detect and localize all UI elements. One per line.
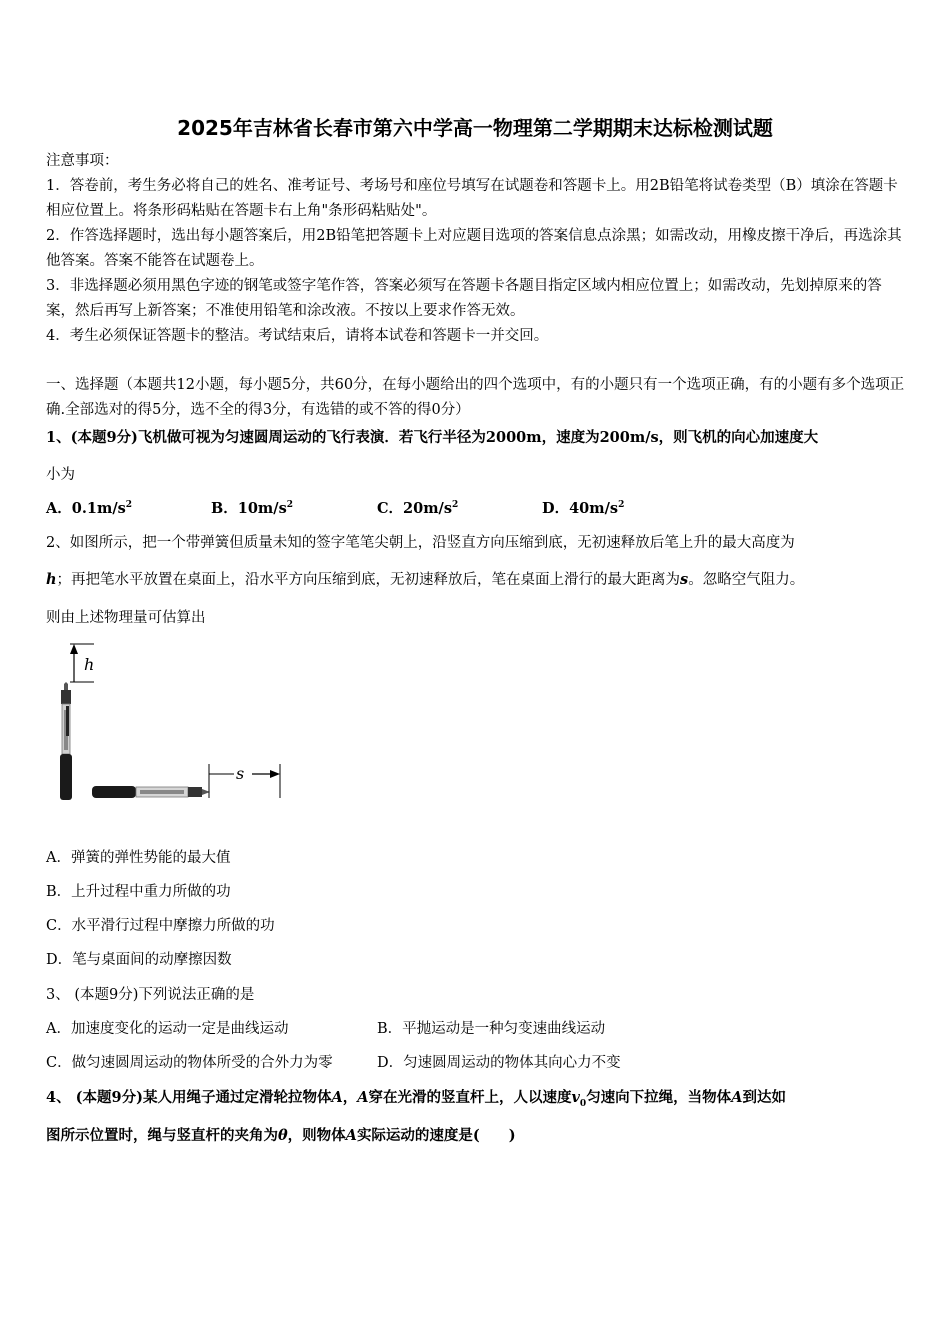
q4-p3: 穿在光滑的竖直杆上，人以速度 (368, 1089, 572, 1106)
q4-stem-line2 (46, 1124, 516, 1145)
q1-option-c-text: C．20m/s (377, 500, 453, 517)
q3-option-a[interactable]: A．加速度变化的运动一定是曲线运动 (46, 1021, 289, 1037)
s-label: s (236, 764, 245, 783)
q2-option-b[interactable]: B．上升过程中重力所做的功 (46, 884, 231, 900)
h-arrow-head (70, 644, 78, 654)
var-theta: θ (278, 1127, 288, 1144)
h-label: h (84, 655, 95, 674)
q2-stem-line3: 则由上述物理量可估算出 (46, 610, 206, 626)
var-s: s (680, 571, 689, 588)
var-a: A (731, 1089, 743, 1106)
q4-p1: 4、 (本题9分)某人用绳子通过定滑轮拉物体 (46, 1089, 332, 1106)
notice-item-1: 1．答卷前，考生务必将自己的姓名、准考证号、考场号和座位号填写在试题卷和答题卡上。用2B铅笔将试卷类型（B）填涂在答题卡相应位置上。将条形码粘贴在答题卡右上角"条形码粘贴处"。 (46, 178, 898, 219)
q2-line2-text: ；再把笔水平放置在桌面上，沿水平方向压缩到底，无初速释放后，笔在桌面上滑行的最大距离为 (56, 572, 681, 588)
q4-p2: ， (342, 1089, 358, 1106)
notice-item-3: 3．非选择题必须用黑色字迹的钢笔或签字笔作答，答案必须写在答题卡各题目指定区域内相应位置上；如需改动，先划掉原来的答案，然后再写上新答案；不准使用铅笔和涂改液。不按以上要求作答无效。 (46, 278, 882, 319)
pen-figure (48, 640, 288, 810)
q4-l2b: ，则物体 (287, 1127, 346, 1144)
q2-option-a[interactable]: A．弹簧的弹性势能的最大值 (46, 850, 231, 866)
q1-stem-line2: 小为 (46, 467, 75, 483)
notice-section (46, 149, 908, 349)
q1-option-a[interactable] (46, 497, 132, 518)
notice-heading: 注意事项： (46, 153, 119, 169)
q4-l2c: 实际运动的速度是( ) (356, 1127, 516, 1144)
section-heading: 一、选择题（本题共12小题，每小题5分，共60分，在每小题给出的四个选项中，有的小题只有一个选项正确，有的小题有多个选项正确.全部选对的得5分，选不全的得3分，有选错的或不答的得0分） (46, 377, 905, 418)
var-v: v (571, 1089, 580, 1106)
var-a: A (345, 1127, 357, 1144)
s-arrow-head (270, 770, 280, 778)
var-a: A (357, 1089, 369, 1106)
q3-option-d[interactable]: D．匀速圆周运动的物体其向心力不变 (377, 1055, 621, 1071)
q1-option-b-exp: 2 (286, 500, 294, 511)
var-v-sub: 0 (579, 1098, 587, 1109)
q1-option-d-text: D．40m/s (542, 500, 619, 517)
q3-option-c[interactable]: C．做匀速圆周运动的物体所受的合外力为零 (46, 1055, 333, 1071)
q4-l2a: 图所示位置时，绳与竖直杆的夹角为 (46, 1127, 278, 1144)
q4-p5: 到达如 (742, 1089, 786, 1106)
q1-option-a-exp: 2 (125, 500, 133, 511)
q4-stem-line1 (46, 1086, 786, 1109)
page-title: 2025年吉林省长春市第六中学高一物理第二学期期末达标检测试题 (177, 116, 773, 140)
q2-line2-end: 。忽略空气阻力。 (688, 572, 805, 588)
q1-option-c-exp: 2 (452, 500, 459, 511)
notice-item-4: 4．考生必须保证答题卡的整洁。考试结束后，请将本试卷和答题卡一并交回。 (46, 328, 549, 344)
q3-stem: 3、 (本题9分)下列说法正确的是 (46, 987, 255, 1003)
horizontal-pen-icon (92, 786, 210, 798)
vertical-pen-icon (60, 682, 72, 800)
q1-option-b-text: B．10m/s (211, 500, 287, 517)
q1-option-d[interactable] (542, 497, 624, 518)
q2-option-c[interactable]: C．水平滑行过程中摩擦力所做的功 (46, 918, 275, 934)
notice-item-2: 2．作答选择题时，选出每小题答案后，用2B铅笔把答题卡上对应题目选项的答案信息点涂黑；如需改动，用橡皮擦干净后，再选涂其他答案。答案不能答在试题卷上。 (46, 228, 902, 269)
q1-stem-line1: 1、(本题9分)飞机做可视为匀速圆周运动的飞行表演．若飞行半径为2000m，速度为200m/s，则飞机的向心加速度大 (46, 429, 819, 446)
q2-stem-line2 (46, 568, 804, 589)
q1-option-d-exp: 2 (618, 500, 625, 511)
var-a: A (331, 1089, 343, 1106)
q2-stem-line1: 2、如图所示，把一个带弹簧但质量未知的签字笔笔尖朝上，沿竖直方向压缩到底，无初速释放后笔上升的最大高度为 (46, 535, 795, 551)
q1-option-a-text: A．0.1m/s (46, 500, 126, 517)
q4-p4: 匀速向下拉绳，当物体 (586, 1089, 732, 1106)
q3-option-b[interactable]: B．平抛运动是一种匀变速曲线运动 (377, 1021, 606, 1037)
q1-option-c[interactable] (377, 497, 458, 518)
q2-option-d[interactable]: D．笔与桌面间的动摩擦因数 (46, 952, 232, 968)
q1-option-b[interactable] (211, 497, 293, 518)
var-h: h (46, 571, 57, 588)
